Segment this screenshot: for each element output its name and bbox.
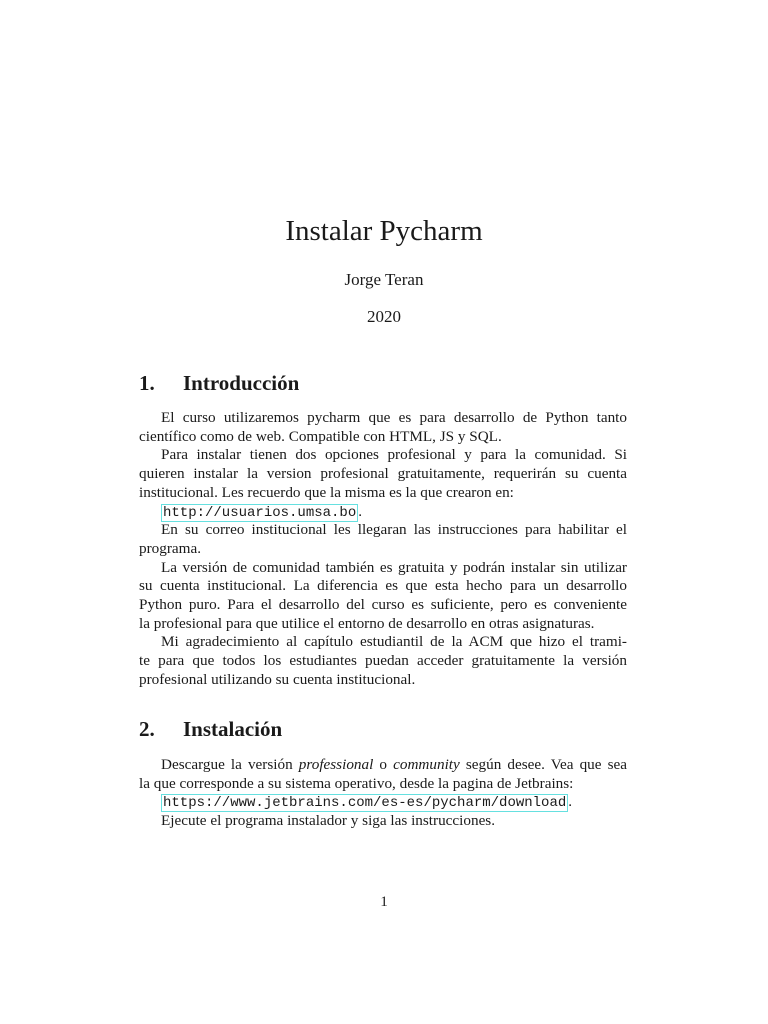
community-emphasis: community (393, 756, 460, 773)
paragraph-line: Ejecute el programa instalador y siga las instrucciones. (161, 812, 496, 829)
section-number: 1. (139, 371, 155, 395)
section-title: Instalación (183, 717, 283, 741)
paragraph-line: Mi agradecimiento al capítulo estudiantil de la ACM que hizo el trami- (161, 633, 627, 650)
paragraph-line (161, 503, 627, 523)
document-author: Jorge Teran (344, 270, 424, 289)
usuarios-umsa-link[interactable]: http://usuarios.umsa.bo (163, 505, 357, 521)
paragraph-line: En su correo institucional les llegaran las instrucciones para habilitar el (161, 521, 627, 538)
paragraph-line: científico como de web. Compatible con HTML, JS y SQL. (139, 428, 502, 445)
link-period: . (568, 793, 573, 810)
paragraph-line: la que corresponde a su sistema operativo, desde la pagina de Jetbrains: (139, 775, 574, 792)
paragraph-line: te para que todos los estudiantes puedan acceder gratuitamente la versión (139, 652, 627, 669)
paragraph-line: profesional utilizando su cuenta institucional. (139, 671, 416, 688)
paragraph-line: El curso utilizaremos pycharm que es para desarrollo de Python tanto (161, 409, 627, 426)
paragraph-line: La versión de comunidad también es gratuita y podrán instalar sin utilizar (161, 559, 627, 576)
paragraph-line: su cuenta institucional. La diferencia es que esta hecho para un desarrollo (139, 577, 627, 594)
paragraph-line: Python puro. Para el desarrollo del curso es suficiente, pero es conveniente (139, 596, 627, 613)
section-heading-instalacion (139, 716, 282, 742)
paragraph-line: programa. (139, 540, 201, 557)
paragraph-line: institucional. Les recuerdo que la misma es la que crearon en: (139, 484, 514, 501)
page-number: 1 (380, 893, 388, 910)
professional-emphasis: professional (298, 756, 374, 773)
section-number: 2. (139, 717, 155, 741)
paragraph-line: quieren instalar la version profesional gratuitamente, requerirán su cuenta (139, 465, 627, 482)
jetbrains-download-link[interactable]: https://www.jetbrains.com/es-es/pycharm/download (163, 795, 567, 811)
paragraph-line (161, 793, 627, 813)
link-period: . (358, 503, 363, 520)
document-date: 2020 (367, 307, 401, 326)
section-heading-introduccion (139, 370, 299, 396)
section-title: Introducción (183, 371, 300, 395)
paragraph-line: Para instalar tienen dos opciones profesional y para la comunidad. Si (161, 446, 627, 463)
paragraph-line: la profesional para que utilice el entorno de desarrollo en otras asignaturas. (139, 615, 595, 632)
document-title: Instalar Pycharm (285, 215, 483, 247)
paragraph-line: Descargue la versión professional o community según desee. Vea que sea (161, 756, 628, 773)
